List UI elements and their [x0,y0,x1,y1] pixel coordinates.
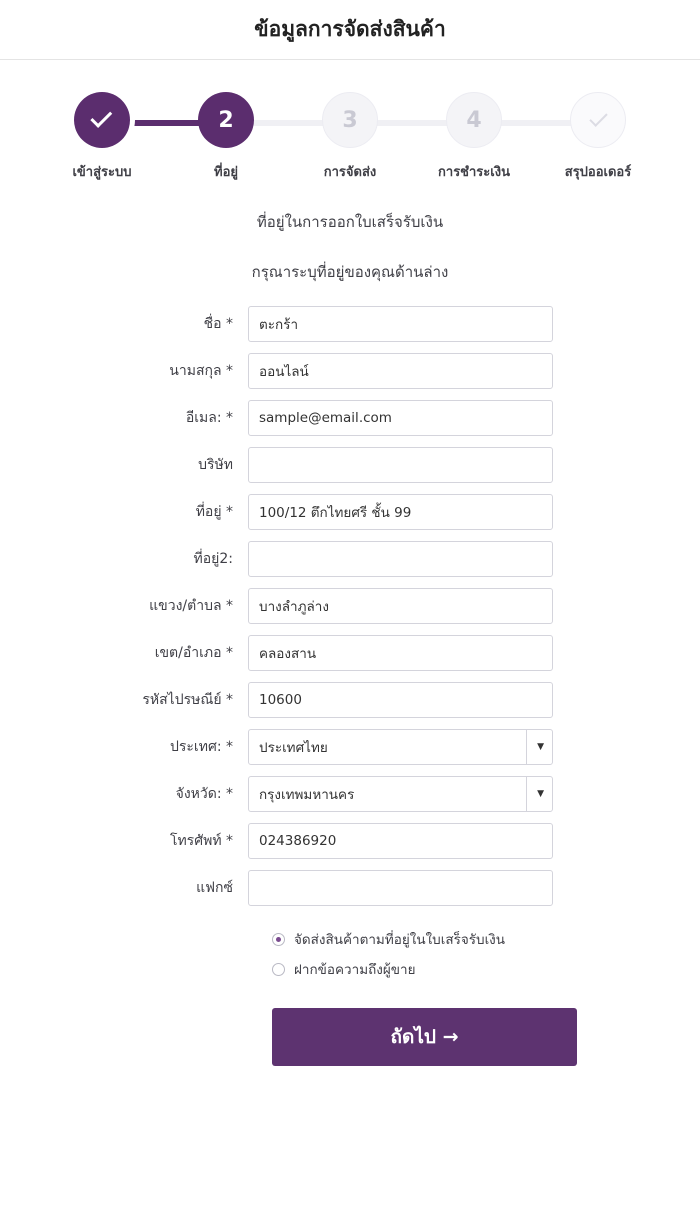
label-fax: แฟกซ์ [196,880,233,896]
form-row-fax [0,870,700,906]
label-district: เขต/อำเภอ * [154,645,233,661]
step-login[interactable] [48,92,156,182]
step-payment[interactable] [420,92,528,182]
check-icon [589,108,607,126]
chevron-down-icon: ▼ [537,742,544,752]
label-subdistrict: แขวง/ตำบล * [149,598,233,614]
form-row-subdistrict [0,588,700,624]
radio-same-address-label: จัดส่งสินค้าตามที่อยู่ในใบเสร็จรับเงิน [294,932,506,948]
country-select-wrap[interactable] [248,729,553,765]
chevron-down-icon: ▼ [537,789,544,799]
postcode-input[interactable] [248,682,553,718]
firstname-input[interactable] [248,306,553,342]
email-input[interactable] [248,400,553,436]
check-icon [90,106,112,128]
label-address2: ที่อยู่2: [193,551,233,567]
province-select-wrap[interactable] [248,776,553,812]
province-select[interactable] [248,776,553,812]
radio-leave-message-label: ฝากข้อความถึงผู้ขาย [294,962,416,978]
subdistrict-input[interactable] [248,588,553,624]
fax-input[interactable] [248,870,553,906]
form-row-address2 [0,541,700,577]
step-summary-circle [570,92,626,148]
step-shipping-circle: 3 [322,92,378,148]
select-divider [526,730,527,764]
step-summary[interactable] [544,92,652,182]
form-row-country [0,729,700,765]
phone-input[interactable] [248,823,553,859]
form-row-postcode [0,682,700,718]
step-address[interactable] [172,92,280,182]
step-login-label: เข้าสู่ระบบ [72,165,132,180]
next-button[interactable]: ถัดไป → [272,1008,577,1066]
checkout-stepper [0,92,700,192]
page-header [0,0,700,60]
lastname-input[interactable] [248,353,553,389]
billing-address-heading: ที่อยู่ในการออกใบเสร็จรับเงิน [256,213,444,231]
label-country: ประเทศ: * [170,739,233,755]
label-postcode: รหัสไปรษณีย์ * [142,692,233,708]
step-payment-circle: 4 [446,92,502,148]
step-address-label: ที่อยู่ [214,165,238,180]
step-payment-label: การชำระเงิน [438,165,510,180]
form-row-firstname [0,306,700,342]
company-input[interactable] [248,447,553,483]
step-shipping-label: การจัดส่ง [323,165,377,180]
form-row-email [0,400,700,436]
address2-input[interactable] [248,541,553,577]
radio-icon[interactable] [272,963,285,976]
form-row-company [0,447,700,483]
step-login-circle [74,92,130,148]
step-shipping[interactable] [296,92,404,182]
form-row-address1 [0,494,700,530]
form-row-province [0,776,700,812]
label-lastname: นามสกุล * [169,363,233,379]
page-title: ข้อมูลการจัดส่งสินค้า [254,17,446,41]
address1-input[interactable] [248,494,553,530]
label-address1: ที่อยู่ * [195,504,233,520]
district-input[interactable] [248,635,553,671]
step-summary-label: สรุปออเดอร์ [564,165,632,180]
radio-same-address[interactable] [272,928,700,950]
label-phone: โทรศัพท์ * [169,833,233,849]
label-company: บริษัท [198,457,233,473]
country-select[interactable] [248,729,553,765]
form-row-district [0,635,700,671]
form-row-phone [0,823,700,859]
step-address-circle: 2 [198,92,254,148]
address-form [0,306,700,1066]
label-email: อีเมล: * [185,410,233,426]
label-province: จังหวัด: * [175,786,233,802]
radio-icon[interactable] [272,933,285,946]
select-divider [526,777,527,811]
label-firstname: ชื่อ * [203,316,233,332]
form-row-lastname [0,353,700,389]
radio-leave-message[interactable] [272,958,700,980]
form-instruction: กรุณาระบุที่อยู่ของคุณด้านล่าง [251,263,449,281]
